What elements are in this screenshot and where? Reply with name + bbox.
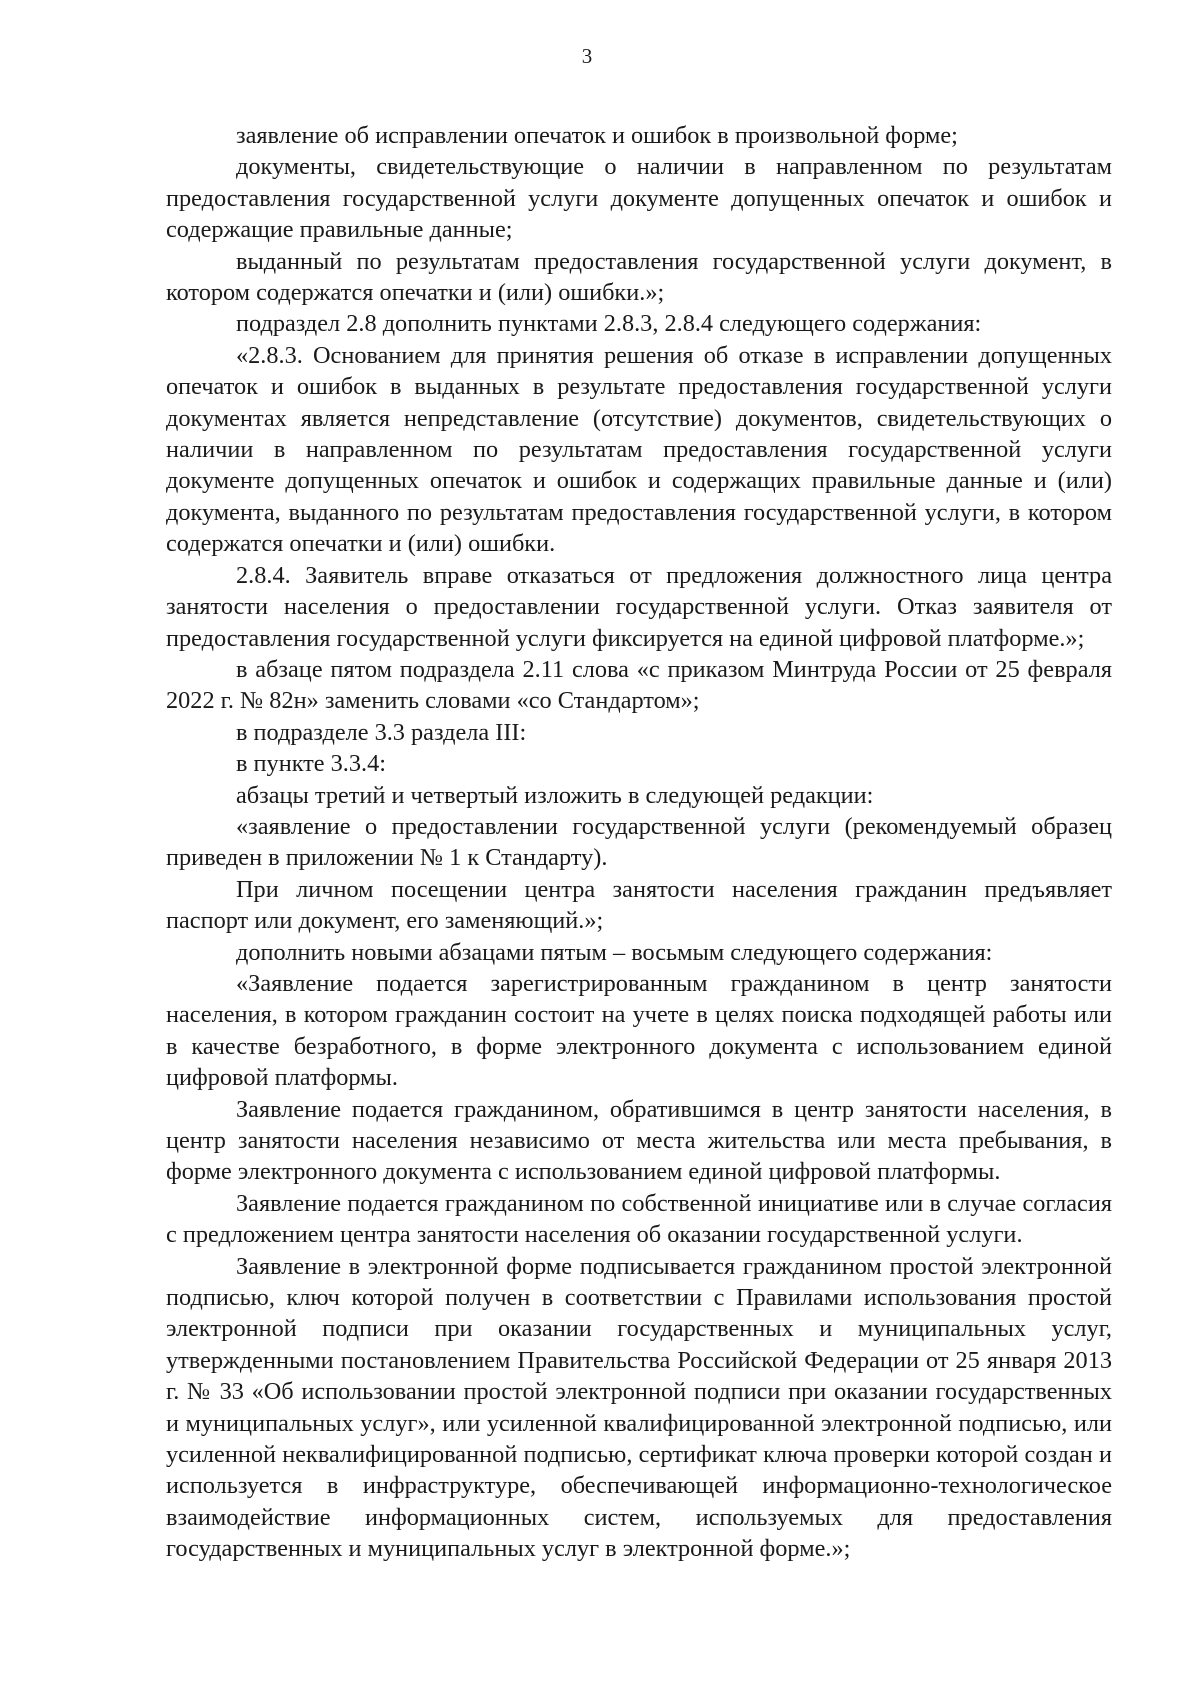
paragraph-correction-request: заявление об исправлении опечаток и ошибок в произвольной форме;: [236, 122, 958, 149]
paragraph-registered-citizen: «Заявление подается зарегистрированным гражданином в центр занятости населения, в котором гражданин состоит на учете в целях поиска подходящей работы или в качестве безработного, в форме электронного документа с использованием единой цифровой платформы.: [166, 969, 1112, 1092]
paragraph-subsection-2-11: в абзаце пятом подраздела 2.11 слова «с приказом Минтруда России от 25 февраля 2022 г. № 82н» заменить словами «со Стандартом»;: [166, 655, 1112, 715]
paragraph-application-form: «заявление о предоставлении государственной услуги (рекомендуемый образец приведен в приложении № 1 к Стандарту).: [166, 812, 1112, 872]
paragraph-clause-2-8-3: «2.8.3. Основанием для принятия решения об отказе в исправлении допущенных опечаток и ошибок в выданных в результате предоставления государственной услуги документах является непредставление (отсутствие) документов, свидетельствующих о наличии в направленном по результатам предоставления государственной услуги документе допущенных опечаток и ошибок и содержащих правильные данные и (или) документа, выданного по результатам предоставления государственной услуги, в котором содержатся опечатки и (или) ошибки.: [166, 341, 1112, 558]
paragraph-electronic-signature: Заявление в электронной форме подписывается гражданином простой электронной подписью, ключ которой получен в соответствии с Правилами использования простой электронной подписи при оказании государственных и муниципальных услуг, утвержденными постановлением Правительства Российской Федерации от 25 января 2013 г. № 33 «Об использовании простой электронной подписи при оказании государственных и муниципальных услуг», или усиленной квалифицированной электронной подписью, или усиленной неквалифицированной подписью, сертификат ключа проверки которой создан и используется в инфраструктуре, обеспечивающей информационно-технологическое взаимодействие информационных систем, используемых для предоставления государственных и муниципальных услуг в электронной форме.»;: [166, 1252, 1112, 1563]
paragraph-clause-2-8-4: 2.8.4. Заявитель вправе отказаться от предложения должностного лица центра занятости населения о предоставлении государственной услуги. Отказ заявителя от предоставления государственной услуги фиксируется на единой цифровой платформе.»;: [166, 561, 1112, 652]
paragraph-clause-3-3-4: в пункте 3.3.4:: [236, 750, 387, 778]
paragraph-amend-subsection-2-8: подраздел 2.8 дополнить пунктами 2.8.3, 2.8.4 следующего содержания:: [236, 310, 982, 338]
paragraph-passport: При личном посещении центра занятости населения гражданин предъявляет паспорт или документ, его заменяющий.»;: [166, 875, 1112, 935]
paragraph-add-new-abzacy: дополнить новыми абзацами пятым – восьмым следующего содержания:: [236, 938, 993, 966]
paragraph-subsection-3-3: в подразделе 3.3 раздела III:: [236, 718, 527, 746]
paragraph-own-initiative: Заявление подается гражданином по собственной инициативе или в случае согласия с предложением центра занятости населения об оказании государственной услуги.: [166, 1189, 1112, 1249]
paragraph-issued-document: выданный по результатам предоставления государственной услуги документ, в котором содержатся опечатки и (или) ошибки.»;: [166, 247, 1112, 307]
document-body: [166, 120, 1112, 1565]
paragraph-supporting-documents: документы, свидетельствующие о наличии в направленном по результатам предоставления государственной услуги документе допущенных опечаток и ошибок и содержащие правильные данные;: [166, 153, 1112, 244]
paragraph-third-fourth-abzacy: абзацы третий и четвертый изложить в следующей редакции:: [236, 781, 874, 809]
paragraph-any-center: Заявление подается гражданином, обратившимся в центр занятости населения, в центр занятости населения независимо от места жительства или места пребывания, в форме электронного документа с использованием единой цифровой платформы.: [166, 1095, 1112, 1186]
page-number: 3: [581, 44, 593, 68]
